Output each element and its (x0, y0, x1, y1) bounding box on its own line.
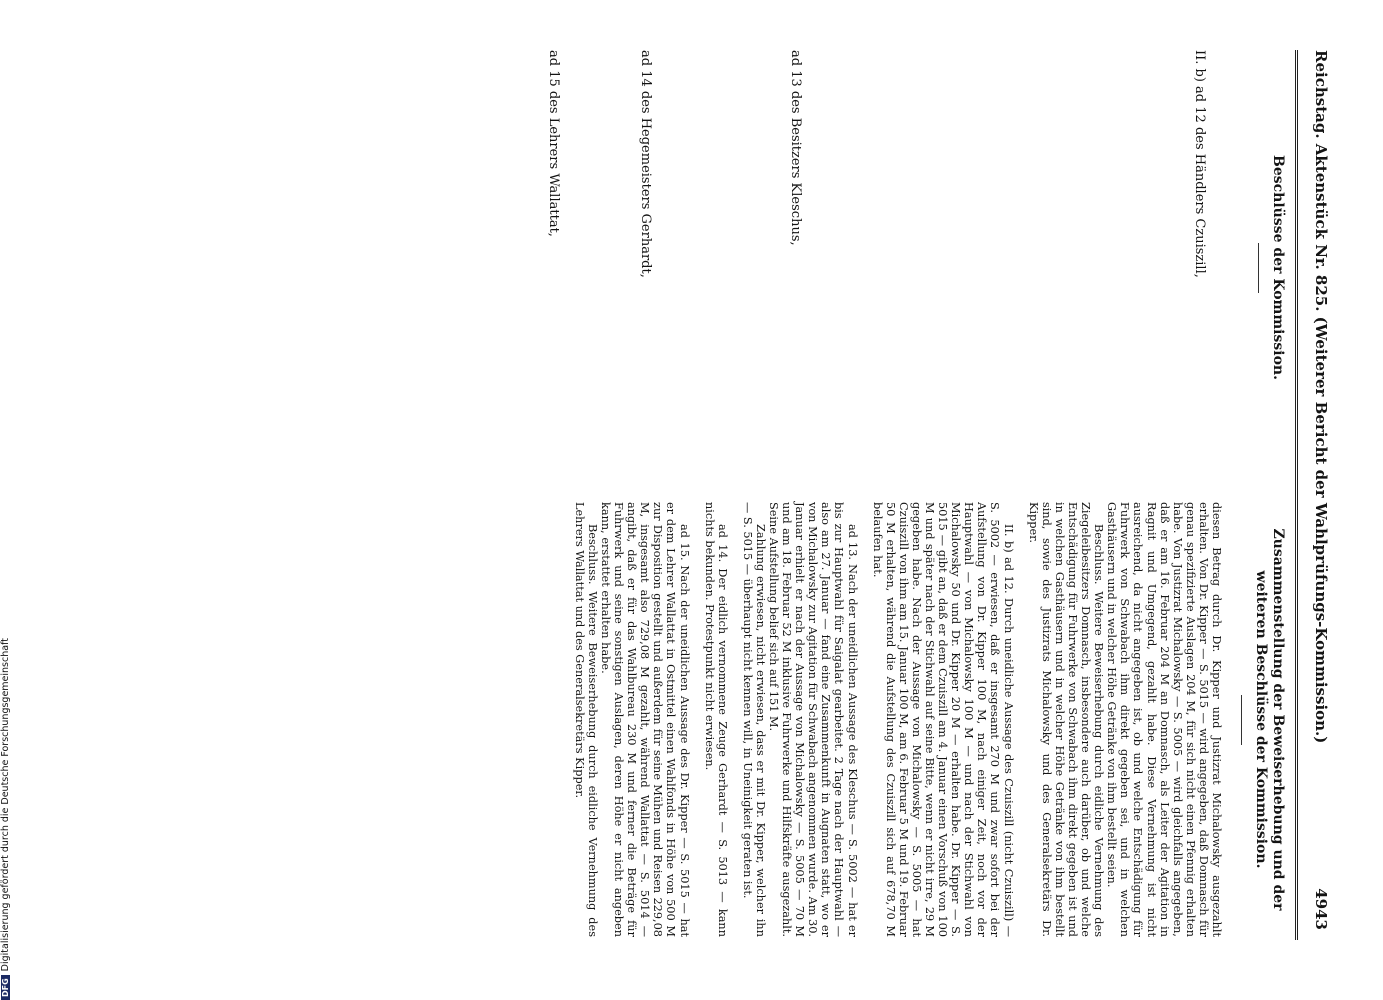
paragraph-ad-12: II. b) ad 12. Durch uneidliche Aussage des Czuiszill (nicht Czuiszill) — S. 5002 — erwiesen, daß er insgesamt 270 M und zwar sofort bei der Aufstellung von Dr. Kipper 100 M, nach einiger Zeit, noch vor der Hauptwahl — von Michalowsky 100 M — und nach der Stichwahl von Michalowsky 50 und Dr. Kipper 20 M — erhalten habe. Dr. Kipper — S. 5015 — gibt an, daß er dem Czuiszill am 4. Januar einen Vorschuß von 100 M und später nach der Stichwahl auf seine Bitte, wenn er nicht irre, 29 M gegeben habe. Nach der Aussage von Michalowsky — S. 5005 — hat Czuiszill von ihm am 15. Januar 100 M, am 6. Februar 5 M und 19. Februar 50 M erhalten, während die Aufstellung des Czuiszill sich auf 678,70 M belaufen hat. (870, 502, 1015, 937)
page-header (1300, 50, 1330, 930)
digitization-footer (0, 620, 14, 1000)
page-number: 4943 (1312, 888, 1330, 930)
paragraph-domnasch: diesen Betrag durch Dr. Kipper und Justizrat Michalowsky ausgezahlt erhalten. Von Dr. Kipper — S. 5015 — wird angegeben, daß Domnasch für genau spezifizierte Auslagen 204 M, für sich nicht einen Pfennig erhalten habe. Von Justizrat Michalowsky — S. 5005 — wird gleichfalls angegeben, daß er am 16. Februar 204 M an Domnasch, als Leiter der Agitation in Ragnit und Umgegend, gezahlt habe. Diese Vernehmung ist nicht ausreichend, da nicht angegeben ist, ob und welche Entschädigung für Fuhrwerk von Schwabach ihm direkt gegeben sei, und in welchen Gasthäusern und in welcher Höhe Getränke von ihm bestellt seien. (1105, 502, 1223, 937)
left-column-title: Beschlüsse der Kommission. (1270, 155, 1286, 380)
paragraph-ad-13-result: Zahlung erwiesen, nicht erwiesen, dass er mit Dr. Kipper, welcher ihn — S. 5015 — überhaupt nicht kennen will, in Uneinigkeit geraten ist. (740, 502, 767, 937)
spacer (1015, 502, 1027, 937)
header-rule (1295, 50, 1298, 940)
right-column (96, 502, 1286, 937)
paragraph-beschluss-2: Beschluss. Weitere Beweiserhebung durch eidliche Vernehmung des Lehrers Wallattat und des Generalsekretärs Kipper. (572, 502, 599, 937)
item-ad-12: II. b) ad 12 des Händlers Czuiszill, (1192, 50, 1207, 278)
left-column (96, 50, 1286, 485)
header-title: Reichstag. Aktenstück Nr. 825. (Weiterer Bericht der Wahlprüfungs-Kommission.) (1312, 50, 1330, 744)
right-column-title: Zusammenstellung der Beweiserhebung und der weiteren Beschlüsse der Kommission. (1253, 528, 1286, 911)
spacer (691, 502, 703, 937)
dfg-logo: DFG (1, 975, 10, 1000)
footer-text: Digitalisierung gefördert durch die Deutsche Forschungsgemeinschaft (0, 638, 11, 972)
paragraph-ad-15: ad 15. Nach der uneidlichen Aussage des Dr. Kipper — S. 5015 — hat er dem Lehrer Wallattat in Ostmittel einen Wahlfonds in Höhe von 500 M zur Disposition gestellt und außerdem für seine Mühen und Reisen 229,08 M, insgesamt also 729,08 M gezahlt, während Wallattat — S. 5014 — angibt, daß er für das Wahlbureau 230 M und ferner die Beträge für Fuhrwerk und seine sonstigen Auslagen, deren Höhe er nicht angeben kann, erstattet erhalten habe. (598, 502, 691, 937)
title-divider-right (1241, 695, 1242, 745)
spacer (859, 502, 871, 937)
item-ad-14: ad 14 des Hegemeisters Gerhardt, (638, 50, 653, 278)
item-ad-15: ad 15 des Lehrers Wallattat, (546, 50, 561, 237)
item-ad-13: ad 13 des Besitzers Kleschus, (788, 50, 803, 246)
paragraph-beschluss-1: Beschluss. Weitere Beweiserhebung durch eidliche Vernehmung des Ziegeleibesitzers Domnasch, insbesondere auch darüber, ob und welche Entschädigung für Fuhrwerke von Schwabach ihm direkt gegeben ist und in welchen Gasthäusern und in welcher Höhe Getränke von ihm bestellt sind, sowie des Justizrats Michalowsky und des Generalsekretärs Dr. Kipper. (1026, 502, 1106, 937)
paragraph-ad-13: ad 13. Nach der uneidlichen Aussage des Kleschus — S. 5002 — hat er bis zur Hauptwahl für Saigalat gearbeitet. 2 Tage nach der Hauptwahl — also am 27. Januar — fand eine Zusammenkunft in Augnaten statt, wo er von Michalowsky zur Agitation für Schwabach angenommen wurde. Am 30. Januar erhielt er nach der Aussage von Michalowsky — S. 5005 — 70 M und am 18. Februar 52 M inklusive Fuhrwerke und Hilfskräfte ausgezahlt. Seine Aufstellung belief sich auf 151 M. (767, 502, 859, 937)
title-divider (1258, 243, 1259, 293)
spacer (729, 502, 741, 937)
paragraph-ad-14: ad 14. Der eidlich vernommene Zeuge Gerhardt — S. 5013 — kann nichts bekunden. Protestpunkt nicht erwiesen. (702, 502, 729, 937)
document-page (85, 40, 1330, 940)
